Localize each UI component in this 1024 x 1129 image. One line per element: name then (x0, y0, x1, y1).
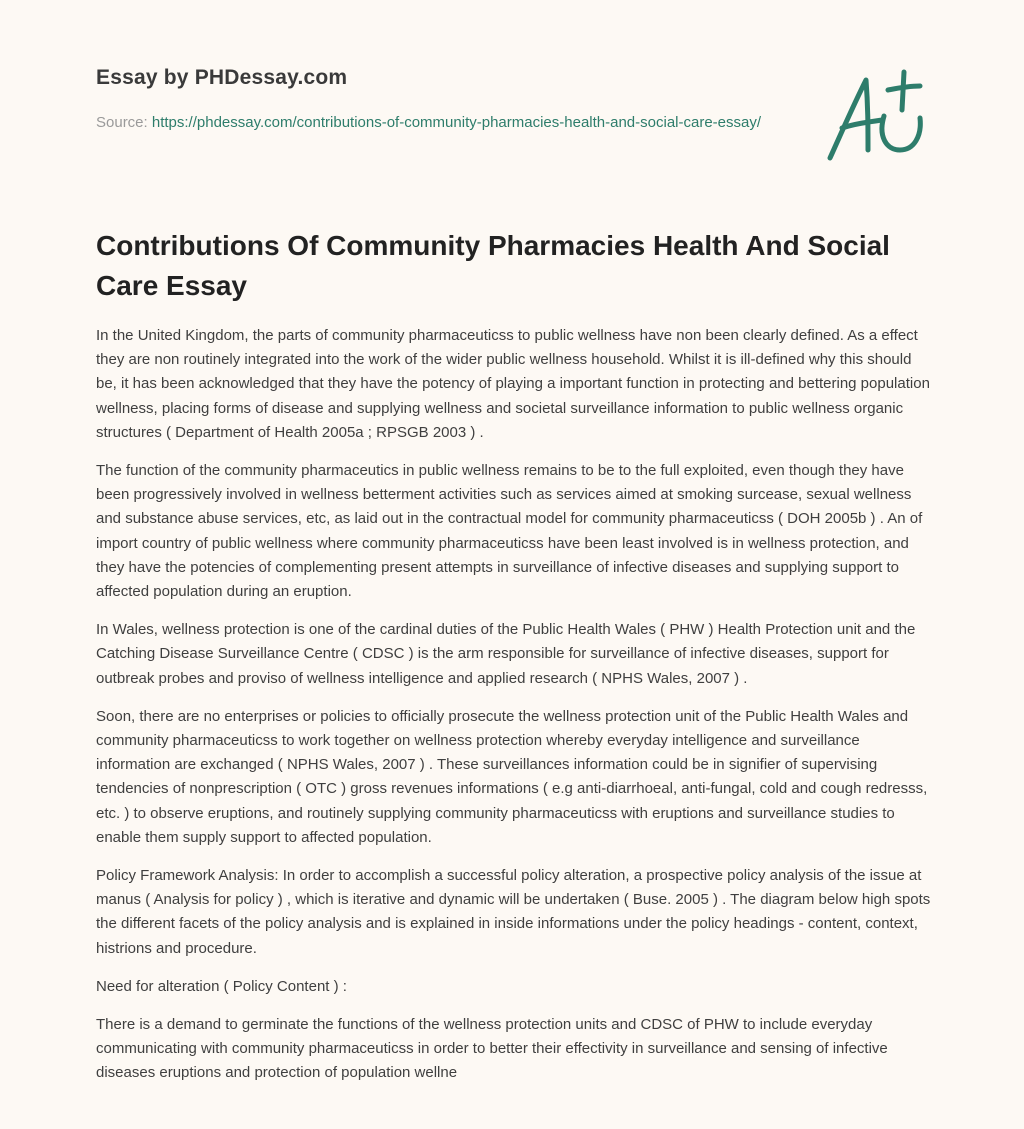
essay-paragraph: In the United Kingdom, the parts of community pharmaceuticss to public wellness have non been clearly defined. As a effect they are non routinely integrated into the work of the wider public wellness household. Whilst it is ill-defined why this should be, it has been acknowledged that they have the potency of playing a important function in protecting and bettering population wellness, placing forms of disease and supplying wellness and societal surveillance information to public wellness organic structures ( Department of Health 2005a ; RPSGB 2003 ) . (96, 327, 930, 441)
essay-paragraph: Soon, there are no enterprises or policies to officially prosecute the wellness protection unit of the Public Health Wales and community pharmaceuticss to work together on wellness protection whereby everyday intelligence and surveillance information are exchanged ( NPHS Wales, 2007 ) . These surveillances information could be in signifier of supervising tendencies of nonprescription ( OTC ) gross revenues informations ( e.g anti-diarrhoeal, anti-fungal, cold and cough redresss, etc. ) to observe eruptions, and routinely supplying community pharmaceuticss with eruptions and surveillance studies to enable them supply support to affected population. (96, 707, 928, 846)
essay-paragraph: There is a demand to germinate the functions of the wellness protection units and CDSC of PHW to include everyday communicating with community pharmaceuticss in order to better their effectivity in surveillance and sensing of infective diseases eruptions and protection of population wellne (96, 1016, 888, 1082)
source-line (96, 112, 776, 133)
essay-paragraph: Need for alteration ( Policy Content ) : (96, 977, 347, 995)
essay-paragraph: The function of the community pharmaceutics in public wellness remains to be to the full exploited, even though they have been progressively involved in wellness betterment activities such as services aimed at smoking surcease, sexual wellness and substance abuse services, etc, as laid out in the contractual model for community pharmaceuticss ( DOH 2005b ) . An of import country of public wellness where community pharmaceuticss have been least involved is in wellness protection, and they have the potencies of complementing present attempts in surveillance of infective diseases and supplying support to affected population during an eruption. (96, 462, 923, 601)
site-name: Essay by PHDessay.com (96, 66, 348, 89)
essay-title: Contributions Of Community Pharmacies Health And Social Care Essay (96, 230, 890, 301)
a-plus-grade-logo-icon (824, 66, 928, 166)
source-link[interactable]: https://phdessay.com/contributions-of-community-pharmacies-health-and-social-care-essay/ (151, 114, 762, 131)
essay-body (96, 324, 932, 1100)
essay-paragraph: Policy Framework Analysis: In order to accomplish a successful policy alteration, a prospective policy analysis of the issue at manus ( Analysis for policy ) , which is iterative and dynamic will be undertaken ( Buse. 2005 ) . The diagram below high spots the different facets of the policy analysis and is explained in inside informations under the policy headings - content, context, histrions and procedure. (96, 867, 931, 957)
source-label: Source: (96, 114, 152, 131)
essay-paragraph: In Wales, wellness protection is one of the cardinal duties of the Public Health Wales ( PHW ) Health Protection unit and the Catching Disease Surveillance Centre ( CDSC ) is the arm responsible for surveillance of infective diseases, support for outbreak probes and proviso of wellness intelligence and applied research ( NPHS Wales, 2007 ) . (96, 621, 916, 687)
